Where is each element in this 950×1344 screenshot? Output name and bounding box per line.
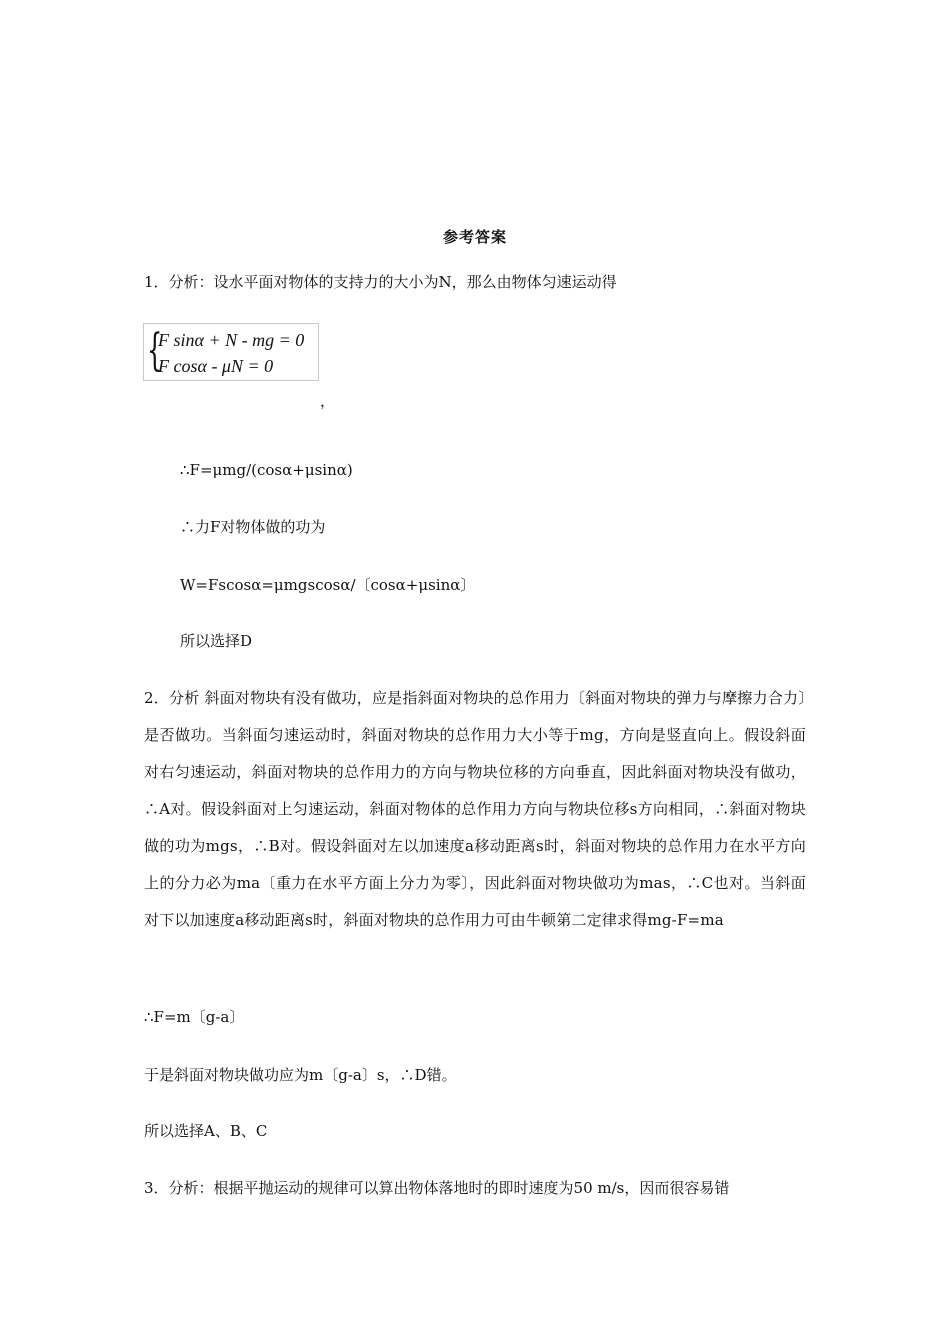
brace-symbol: { bbox=[147, 325, 163, 376]
equation-line-2: F cosα - μN = 0 bbox=[158, 356, 274, 376]
q1-work-intro: ∴力F对物体做的功为 bbox=[180, 518, 326, 536]
equation-system bbox=[143, 323, 319, 381]
q1-force-result: ∴F=μmg/(cosα+μsinα) bbox=[180, 461, 353, 479]
q3-intro: 3．分析：根据平抛运动的规律可以算出物体落地时的即时速度为50 m/s，因而很容易错 bbox=[144, 1179, 730, 1197]
q1-intro: 1．分析：设水平面对物体的支持力的大小为N，那么由物体匀速运动得 bbox=[144, 273, 617, 291]
q2-conclusion: 所以选择A、B、C bbox=[144, 1122, 268, 1140]
q2-force-result: ∴F=m〔g-a〕 bbox=[144, 1008, 245, 1026]
equation-comma: ， bbox=[320, 392, 336, 410]
q1-work-formula: W=Fscosα=μmgscosα/〔cosα+μsinα〕 bbox=[180, 576, 476, 594]
page-title: 参考答案 bbox=[442, 228, 507, 246]
q1-conclusion: 所以选择D bbox=[180, 632, 253, 650]
equation-line-1: F sinα + N - mg = 0 bbox=[158, 330, 305, 350]
q2-work-result: 于是斜面对物块做功应为m〔g-a〕s，∴D错。 bbox=[144, 1066, 457, 1084]
q2-paragraph: 2．分析 斜面对物块有没有做功，应是指斜面对物块的总作用力〔斜面对物块的弹力与摩擦力合力〕是否做功。当斜面匀速运动时，斜面对物块的总作用力大小等于mg，方向是竖直向上。假设斜面对右匀速运动，斜面对物块的总作用力的方向与物块位移的方向垂直，因此斜面对物块没有做功，∴A对。假设斜面对上匀速运动，斜面对物体的总作用力方向与物块位移s方向相同，∴斜面对物块做的功为mgs，∴B对。假设斜面对左以加速度a移动距离s时，斜面对物块的总作用力在水平方向上的分力必为ma〔重力在水平方面上分力为零〕，因此斜面对物块做功为mas，∴C也对。当斜面对下以加速度a移动距离s时，斜面对物块的总作用力可由牛顿第二定律求得mg-F=ma bbox=[144, 689, 806, 929]
